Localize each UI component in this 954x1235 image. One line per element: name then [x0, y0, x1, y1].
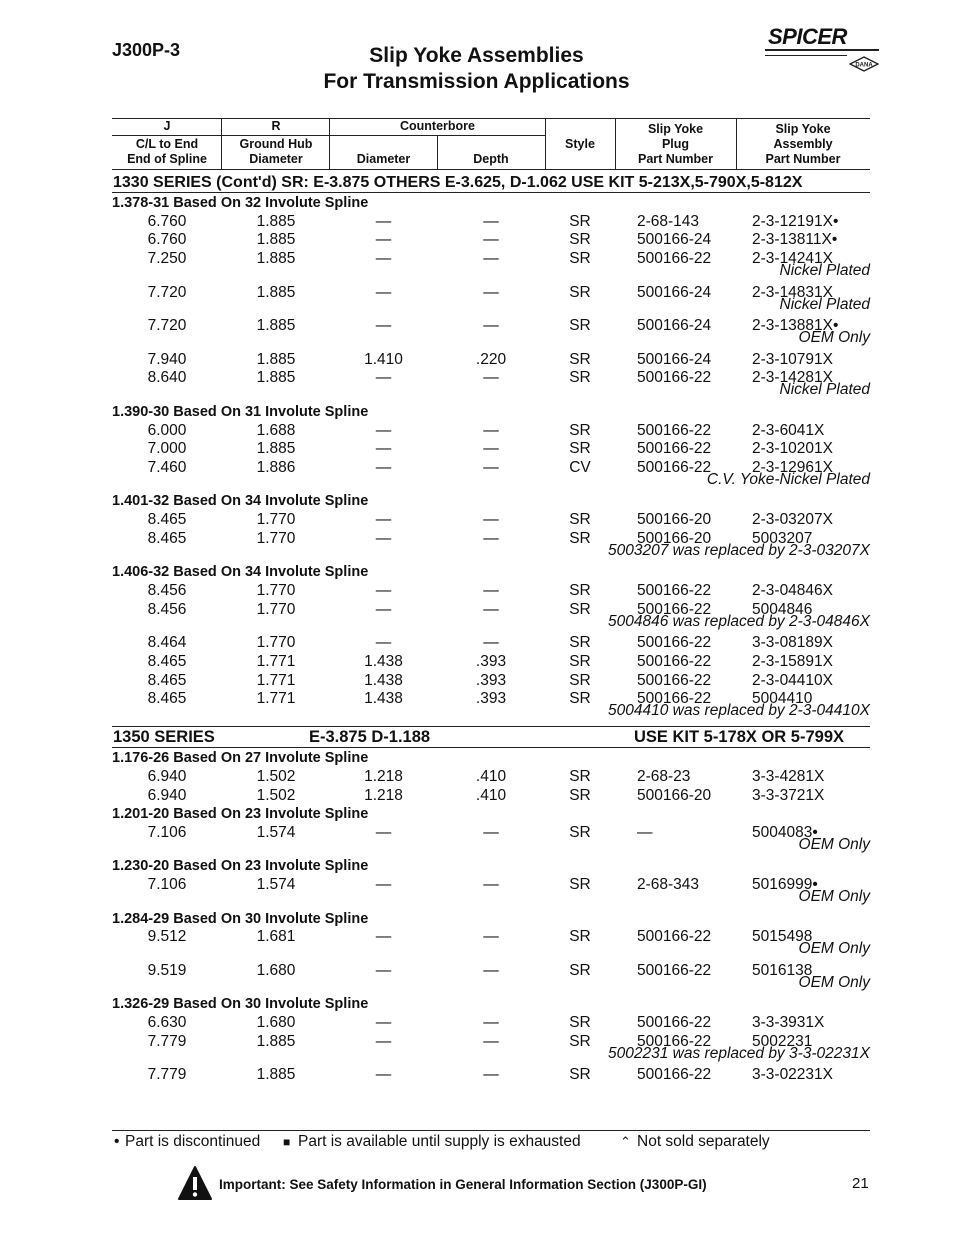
column-header-ground-hub: Ground Hub	[239, 137, 313, 151]
row-note: OEM Only	[798, 974, 870, 991]
cell-style: SR	[569, 1014, 591, 1031]
cell-counterbore-diameter: —	[375, 1066, 392, 1083]
cell-assembly-part-number: 2-3-15891X	[752, 653, 834, 670]
cell-cl-to-end: 8.465	[147, 511, 187, 528]
cell-cl-to-end: 8.464	[147, 634, 187, 651]
cell-counterbore-depth: —	[483, 250, 499, 267]
cell-assembly-part-number: 2-3-14831X	[752, 284, 834, 301]
cell-cl-to-end: 7.779	[147, 1033, 187, 1050]
cell-counterbore-diameter: 1.410	[364, 351, 403, 368]
cell-cl-to-end: 6.760	[147, 213, 187, 230]
cell-plug-part-number: 500166-22	[637, 369, 712, 386]
cell-cl-to-end: 6.940	[147, 787, 187, 804]
cell-cl-to-end: 8.456	[147, 601, 187, 618]
cell-plug-part-number: 500166-20	[637, 787, 712, 804]
cell-counterbore-depth: —	[483, 601, 499, 618]
column-header-j: J	[163, 119, 171, 133]
dana-badge-text: DANA	[855, 62, 873, 69]
cell-counterbore-depth: —	[483, 530, 499, 547]
cell-style: SR	[569, 876, 591, 893]
cell-counterbore-depth: —	[483, 231, 499, 248]
cell-style: SR	[569, 422, 591, 439]
spline-group-label: 1.230-20 Based On 23 Involute Spline	[112, 858, 369, 874]
cell-counterbore-diameter: —	[375, 582, 392, 599]
cell-counterbore-depth: —	[483, 962, 499, 979]
spline-group-label: 1.401-32 Based On 34 Involute Spline	[112, 493, 369, 509]
cell-ground-hub-diameter: 1.886	[256, 459, 296, 476]
cell-style: SR	[569, 1033, 591, 1050]
cell-assembly-part-number: 5004083•	[752, 824, 818, 841]
cell-style: SR	[569, 928, 591, 945]
cell-counterbore-diameter: —	[375, 231, 392, 248]
cell-ground-hub-diameter: 1.771	[256, 653, 296, 670]
cell-plug-part-number: 500166-22	[637, 1033, 712, 1050]
cell-style: SR	[569, 690, 591, 707]
cell-counterbore-depth: —	[483, 317, 499, 334]
cell-plug-part-number: 2-68-23	[637, 768, 691, 785]
cell-ground-hub-diameter: 1.770	[256, 601, 296, 618]
cell-counterbore-diameter: —	[375, 601, 392, 618]
spline-group-label: 1.326-29 Based On 30 Involute Spline	[112, 996, 369, 1012]
legend-exhausted: Part is available until supply is exhausted	[298, 1133, 581, 1150]
cell-style: SR	[569, 284, 591, 301]
cell-plug-part-number: 500166-24	[637, 317, 712, 334]
cell-counterbore-diameter: —	[375, 824, 392, 841]
column-header-counterbore: Counterbore	[400, 119, 475, 133]
row-note: OEM Only	[798, 888, 870, 905]
cell-ground-hub-diameter: 1.770	[256, 634, 296, 651]
cell-assembly-part-number: 3-3-4281X	[752, 768, 825, 785]
cell-ground-hub-diameter: 1.771	[256, 690, 296, 707]
cell-plug-part-number: 2-68-143	[637, 213, 700, 230]
column-header-end-of-spline: End of Spline	[127, 152, 207, 166]
discontinued-symbol: •	[114, 1133, 120, 1150]
cell-assembly-part-number: 5016138	[752, 962, 813, 979]
cell-ground-hub-diameter: 1.574	[256, 824, 296, 841]
row-note: 5003207 was replaced by 2-3-03207X	[608, 542, 870, 559]
cell-counterbore-depth: —	[483, 928, 499, 945]
legend-not-sold: Not sold separately	[637, 1133, 770, 1150]
cell-counterbore-diameter: —	[375, 422, 392, 439]
cell-assembly-part-number: 2-3-13811X•	[752, 231, 838, 248]
cell-assembly-part-number: 5015498	[752, 928, 813, 945]
cell-counterbore-depth: —	[483, 1033, 499, 1050]
legend-discontinued: Part is discontinued	[125, 1133, 261, 1150]
cell-assembly-part-number: 5004846	[752, 601, 813, 618]
warning-icon	[177, 1165, 213, 1201]
cell-assembly-part-number: 5002231	[752, 1033, 813, 1050]
cell-counterbore-diameter: —	[375, 962, 392, 979]
series-1350-bottom-rule	[112, 747, 870, 748]
cell-style: SR	[569, 672, 591, 689]
cell-counterbore-diameter: —	[375, 530, 392, 547]
cell-counterbore-depth: —	[483, 369, 499, 386]
cell-ground-hub-diameter: 1.770	[256, 582, 296, 599]
cell-counterbore-depth: —	[483, 284, 499, 301]
cell-plug-part-number: 500166-24	[637, 284, 712, 301]
cell-counterbore-diameter: —	[375, 250, 392, 267]
cell-counterbore-diameter: —	[375, 369, 392, 386]
cell-style: SR	[569, 317, 591, 334]
cell-style: SR	[569, 601, 591, 618]
page-title-line-1: Slip Yoke Assemblies	[369, 44, 584, 67]
cell-ground-hub-diameter: 1.885	[256, 351, 296, 368]
cell-assembly-part-number: 2-3-12191X•	[752, 213, 839, 230]
legend-rule	[112, 1130, 870, 1131]
cell-assembly-part-number: 2-3-6041X	[752, 422, 825, 439]
cell-cl-to-end: 8.465	[147, 672, 187, 689]
cell-ground-hub-diameter: 1.885	[256, 284, 296, 301]
cell-style: SR	[569, 768, 591, 785]
cell-cl-to-end: 8.465	[147, 653, 187, 670]
row-note: OEM Only	[798, 940, 870, 957]
cell-style: SR	[569, 1066, 591, 1083]
column-header-assembly-l1: Slip Yoke	[775, 122, 831, 136]
cell-cl-to-end: 8.640	[147, 369, 187, 386]
cell-ground-hub-diameter: 1.885	[256, 213, 296, 230]
column-header-style: Style	[565, 137, 595, 151]
row-note: OEM Only	[798, 836, 870, 853]
cell-assembly-part-number: 2-3-10201X	[752, 440, 834, 457]
cell-ground-hub-diameter: 1.771	[256, 672, 296, 689]
cell-assembly-part-number: 3-3-02231X	[752, 1066, 834, 1083]
row-note: Nickel Plated	[779, 381, 870, 398]
cell-plug-part-number: 500166-22	[637, 690, 712, 707]
cell-style: SR	[569, 653, 591, 670]
cell-cl-to-end: 8.465	[147, 690, 187, 707]
cell-assembly-part-number: 3-3-3931X	[752, 1014, 825, 1031]
cell-counterbore-diameter: —	[375, 284, 392, 301]
cell-plug-part-number: 500166-20	[637, 530, 712, 547]
row-note: C.V. Yoke-Nickel Plated	[706, 471, 870, 488]
cell-plug-part-number: 500166-22	[637, 634, 712, 651]
cell-assembly-part-number: 2-3-14281X	[752, 369, 834, 386]
cell-counterbore-diameter: —	[375, 634, 392, 651]
cell-assembly-part-number: 2-3-04846X	[752, 582, 834, 599]
cell-ground-hub-diameter: 1.885	[256, 369, 296, 386]
cell-cl-to-end: 7.460	[147, 459, 187, 476]
exhausted-symbol: ■	[283, 1135, 291, 1149]
row-note: 5004410 was replaced by 2-3-04410X	[608, 702, 870, 719]
cell-cl-to-end: 7.720	[147, 284, 187, 301]
cell-style: SR	[569, 250, 591, 267]
cell-assembly-part-number: 5016999•	[752, 876, 818, 893]
cell-cl-to-end: 6.760	[147, 231, 187, 248]
cell-assembly-part-number: 2-3-04410X	[752, 672, 834, 689]
cell-assembly-part-number: 2-3-14241X	[752, 250, 834, 267]
cell-counterbore-depth: —	[483, 213, 499, 230]
column-header-plug-l1: Slip Yoke	[647, 122, 704, 136]
spline-group-label: 1.390-30 Based On 31 Involute Spline	[112, 404, 369, 420]
row-note: Nickel Plated	[779, 296, 870, 313]
cell-counterbore-depth: —	[483, 634, 499, 651]
cell-style: SR	[569, 582, 591, 599]
cell-counterbore-depth: —	[483, 1066, 499, 1083]
document-code: J300P-3	[112, 40, 181, 60]
cell-counterbore-depth: —	[483, 876, 499, 893]
series-1330-rule	[112, 192, 870, 193]
column-header-r: R	[271, 119, 281, 133]
cell-assembly-part-number: 3-3-08189X	[752, 634, 834, 651]
cell-cl-to-end: 8.456	[147, 582, 187, 599]
cell-plug-part-number: 500166-22	[637, 672, 712, 689]
cell-ground-hub-diameter: 1.885	[256, 1033, 296, 1050]
column-header-assembly-l2: Assembly	[773, 137, 833, 151]
cell-plug-part-number: 500166-22	[637, 459, 712, 476]
cell-counterbore-depth: .220	[475, 351, 507, 368]
page-number: 21	[852, 1175, 869, 1192]
cell-ground-hub-diameter: 1.770	[256, 530, 296, 547]
cell-ground-hub-diameter: 1.681	[256, 928, 296, 945]
column-header-plug-l3: Part Number	[637, 152, 714, 166]
cell-plug-part-number: 500166-22	[637, 440, 712, 457]
spline-group-label: 1.406-32 Based On 34 Involute Spline	[112, 564, 369, 580]
cell-counterbore-diameter: —	[375, 876, 392, 893]
cell-counterbore-diameter: —	[375, 1014, 392, 1031]
cell-counterbore-diameter: 1.438	[364, 653, 403, 670]
cell-counterbore-diameter: —	[375, 440, 392, 457]
cell-counterbore-diameter: —	[375, 317, 392, 334]
cell-style: SR	[569, 787, 591, 804]
logo-rule	[765, 49, 879, 51]
series-1350-kit: USE KIT 5-178X OR 5-799X	[634, 728, 845, 746]
cell-plug-part-number: 500166-22	[637, 653, 712, 670]
cell-counterbore-depth: .393	[475, 690, 507, 707]
cell-plug-part-number: 500166-24	[637, 351, 712, 368]
cell-style: SR	[569, 351, 591, 368]
cell-counterbore-diameter: 1.218	[364, 768, 403, 785]
cell-ground-hub-diameter: 1.680	[256, 1014, 296, 1031]
column-header-diameter: Diameter	[356, 152, 411, 166]
column-header-plug-l2: Plug	[661, 137, 690, 151]
cell-counterbore-depth: —	[483, 440, 499, 457]
cell-counterbore-depth: .410	[475, 768, 507, 785]
cell-plug-part-number: 500166-24	[637, 231, 712, 248]
header-bottom-rule	[112, 169, 870, 170]
cell-assembly-part-number: 2-3-13881X•	[752, 317, 839, 334]
cell-ground-hub-diameter: 1.885	[256, 231, 296, 248]
cell-cl-to-end: 7.250	[147, 250, 187, 267]
cell-ground-hub-diameter: 1.885	[256, 1066, 296, 1083]
cell-cl-to-end: 7.106	[147, 876, 187, 893]
spline-group-label: 1.284-29 Based On 30 Involute Spline	[112, 911, 369, 927]
cell-counterbore-depth: —	[483, 459, 499, 476]
cell-plug-part-number: 2-68-343	[637, 876, 700, 893]
cell-style: SR	[569, 634, 591, 651]
cell-style: SR	[569, 369, 591, 386]
cell-plug-part-number: —	[637, 824, 653, 841]
cell-style: CV	[569, 459, 591, 476]
cell-assembly-part-number: 5004410	[752, 690, 813, 707]
series-1350-heading: 1350 SERIES	[113, 728, 215, 746]
row-note: 5004846 was replaced by 2-3-04846X	[608, 613, 870, 630]
cell-plug-part-number: 500166-22	[637, 601, 712, 618]
series-1350-specs: E-3.875 D-1.188	[309, 728, 431, 746]
cell-counterbore-depth: .393	[475, 672, 507, 689]
cell-counterbore-depth: —	[483, 511, 499, 528]
cell-plug-part-number: 500166-22	[637, 422, 712, 439]
cell-counterbore-depth: .393	[475, 653, 507, 670]
cell-cl-to-end: 7.106	[147, 824, 187, 841]
cell-style: SR	[569, 962, 591, 979]
cell-plug-part-number: 500166-22	[637, 928, 712, 945]
cell-counterbore-depth: —	[483, 1014, 499, 1031]
cell-assembly-part-number: 5003207	[752, 530, 813, 547]
column-header-cl-to-end: C/L to End	[135, 137, 199, 151]
column-header-assembly-l3: Part Number	[765, 152, 841, 166]
series-1330-heading: 1330 SERIES (Cont'd) SR: E-3.875 OTHERS E-3.625, D-1.062 USE KIT 5-213X,5-790X,5-812X	[113, 174, 803, 191]
cell-cl-to-end: 8.465	[147, 530, 187, 547]
cell-cl-to-end: 7.000	[147, 440, 187, 457]
cell-style: SR	[569, 231, 591, 248]
spline-group-label: 1.378-31 Based On 32 Involute Spline	[112, 195, 369, 211]
row-note: OEM Only	[798, 329, 870, 346]
cell-assembly-part-number: 2-3-10791X	[752, 351, 834, 368]
cell-assembly-part-number: 3-3-3721X	[752, 787, 825, 804]
cell-assembly-part-number: 2-3-12961X	[752, 459, 834, 476]
cell-counterbore-diameter: —	[375, 928, 392, 945]
spline-group-label: 1.176-26 Based On 27 Involute Spline	[112, 750, 369, 766]
column-header-depth: Depth	[473, 152, 509, 166]
cell-counterbore-depth: .410	[475, 787, 507, 804]
spline-group-label: 1.201-20 Based On 23 Involute Spline	[112, 806, 369, 822]
cell-plug-part-number: 500166-22	[637, 250, 712, 267]
cell-counterbore-diameter: —	[375, 213, 392, 230]
cell-counterbore-diameter: —	[375, 511, 392, 528]
cell-cl-to-end: 9.512	[147, 928, 187, 945]
cell-counterbore-diameter: 1.438	[364, 690, 403, 707]
cell-counterbore-diameter: —	[375, 1033, 392, 1050]
cell-ground-hub-diameter: 1.502	[256, 768, 296, 785]
cell-cl-to-end: 6.000	[147, 422, 187, 439]
column-header-hub-diameter: Diameter	[249, 152, 303, 166]
cell-style: SR	[569, 511, 591, 528]
cell-cl-to-end: 6.630	[147, 1014, 187, 1031]
cell-cl-to-end: 6.940	[147, 768, 187, 785]
cell-counterbore-depth: —	[483, 582, 499, 599]
cell-ground-hub-diameter: 1.502	[256, 787, 296, 804]
cell-plug-part-number: 500166-22	[637, 582, 712, 599]
cell-style: SR	[569, 213, 591, 230]
cell-style: SR	[569, 440, 591, 457]
cell-ground-hub-diameter: 1.885	[256, 317, 296, 334]
logo-rule-thin	[765, 55, 847, 56]
cell-ground-hub-diameter: 1.688	[256, 422, 296, 439]
cell-counterbore-depth: —	[483, 824, 499, 841]
cell-counterbore-diameter: 1.438	[364, 672, 403, 689]
page-title-line-2: For Transmission Applications	[323, 70, 630, 93]
cell-counterbore-diameter: —	[375, 459, 392, 476]
cell-plug-part-number: 500166-20	[637, 511, 712, 528]
cell-cl-to-end: 7.779	[147, 1066, 187, 1083]
cell-ground-hub-diameter: 1.770	[256, 511, 296, 528]
cell-plug-part-number: 500166-22	[637, 1014, 712, 1031]
cell-plug-part-number: 500166-22	[637, 962, 712, 979]
safety-warning: Important: See Safety Information in General Information Section (J300P-GI)	[219, 1177, 707, 1192]
cell-ground-hub-diameter: 1.574	[256, 876, 296, 893]
cell-style: SR	[569, 530, 591, 547]
not-sold-symbol: ⌃	[620, 1134, 631, 1149]
cell-cl-to-end: 7.940	[147, 351, 187, 368]
row-note: 5002231 was replaced by 3-3-02231X	[608, 1045, 870, 1062]
cell-ground-hub-diameter: 1.680	[256, 962, 296, 979]
cell-counterbore-depth: —	[483, 422, 499, 439]
cell-counterbore-diameter: 1.218	[364, 787, 403, 804]
cell-assembly-part-number: 2-3-03207X	[752, 511, 834, 528]
cell-cl-to-end: 9.519	[147, 962, 187, 979]
cell-style: SR	[569, 824, 591, 841]
dana-badge-icon	[849, 56, 879, 72]
cell-ground-hub-diameter: 1.885	[256, 440, 296, 457]
row-note: Nickel Plated	[779, 262, 870, 279]
cell-ground-hub-diameter: 1.885	[256, 250, 296, 267]
cell-plug-part-number: 500166-22	[637, 1066, 712, 1083]
cell-cl-to-end: 7.720	[147, 317, 187, 334]
spicer-logo: SPICER	[768, 24, 847, 49]
